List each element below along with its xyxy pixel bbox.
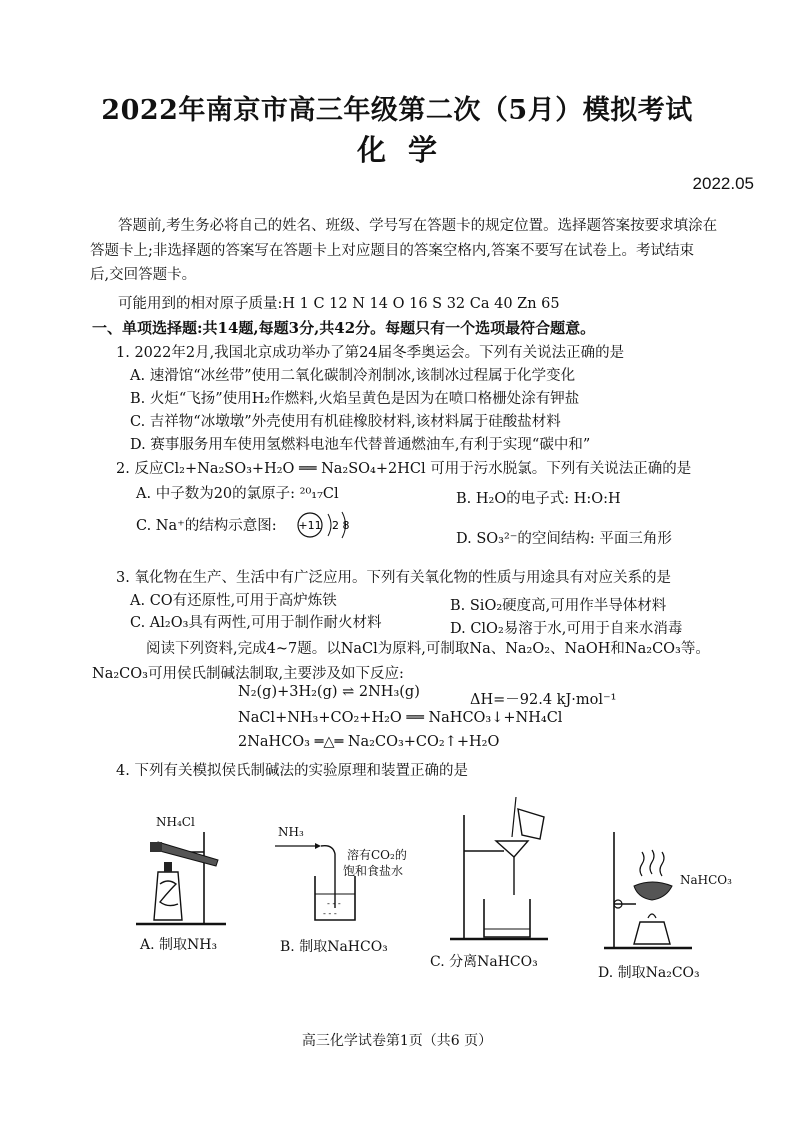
svg-text:- - -: - - - bbox=[323, 909, 337, 918]
apparatus-c-drawing bbox=[440, 795, 560, 945]
exam-date: 2022.05 bbox=[692, 174, 754, 193]
nucleus-charge: +11 bbox=[298, 519, 322, 532]
question-2-option-a: A. 中子数为20的氯原子: ²⁰₁₇Cl bbox=[136, 486, 339, 502]
apparatus-b-caption: B. 制取NaHCO₃ bbox=[280, 939, 388, 955]
instructions-line-2: 答题卡上;非选择题的答案写在答题卡上对应题目的答案空格内,答案不要写在试卷上。考试结束 bbox=[90, 243, 694, 259]
question-1-option-d: D. 赛事服务用车使用氢燃料电池车代替普通燃油车,有利于实现“碳中和” bbox=[130, 437, 591, 453]
apparatus-b-liquid-label-1: 溶有CO₂的 bbox=[347, 848, 407, 862]
subject-title: 化学 bbox=[356, 133, 459, 167]
equation-2: NaCl+NH₃+CO₂+H₂O ══ NaHCO₃↓+NH₄Cl bbox=[238, 710, 563, 726]
question-2-option-d: D. SO₃²⁻的空间结构: 平面三角形 bbox=[456, 531, 672, 547]
question-1-option-c: C. 吉祥物“冰墩墩”外壳使用有机硅橡胶材料,该材料属于硅酸盐材料 bbox=[130, 414, 561, 430]
atomic-masses: 可能用到的相对原子质量:H 1 C 12 N 14 O 16 S 32 Ca 40 Zn 65 bbox=[118, 296, 560, 312]
question-4-stem: 4. 下列有关模拟侯氏制碱法的实验原理和装置正确的是 bbox=[116, 763, 468, 779]
question-2-stem: 2. 反应Cl₂+Na₂SO₃+H₂O ══ Na₂SO₄+2HCl 可用于污水脱氯。下列有关说法正确的是 bbox=[116, 461, 692, 477]
instructions-line-1: 答题前,考生务必将自己的姓名、班级、学号写在答题卡的规定位置。选择题答案按要求填涂在 bbox=[118, 218, 718, 234]
sodium-ion-structure-diagram bbox=[296, 508, 366, 542]
electron-shells: 2 8 bbox=[332, 519, 350, 532]
apparatus-d-reagent-label: NaHCO₃ bbox=[680, 873, 732, 887]
instructions-line-3: 后,交回答题卡。 bbox=[90, 267, 197, 283]
svg-text:- - -: - - - bbox=[327, 899, 341, 908]
reading-line-1: 阅读下列资料,完成4~7题。以NaCl为原料,可制取Na、Na₂O₂、NaOH和Na₂CO₃等。 bbox=[146, 641, 710, 657]
apparatus-b-gas-label: NH₃ bbox=[278, 825, 304, 839]
apparatus-a-reagent-label: NH₄Cl bbox=[156, 815, 195, 829]
page-footer: 高三化学试卷第1页（共6 页） bbox=[301, 1033, 493, 1049]
reading-line-2: Na₂CO₃可用侯氏制碱法制取,主要涉及如下反应: bbox=[92, 666, 404, 682]
apparatus-a-drawing bbox=[128, 812, 236, 930]
equation-3: 2NaHCO₃ ═△═ Na₂CO₃+CO₂↑+H₂O bbox=[238, 734, 500, 750]
question-2-option-b: B. H₂O的电子式: H:O:H bbox=[456, 491, 621, 507]
question-1-option-a: A. 速滑馆“冰丝带”使用二氧化碳制冷剂制冰,该制冰过程属于化学变化 bbox=[130, 368, 576, 384]
question-2-option-c: C. Na⁺的结构示意图: bbox=[136, 518, 277, 534]
apparatus-d-drawing bbox=[596, 822, 706, 954]
apparatus-b-liquid-label-2: 饱和食盐水 bbox=[343, 864, 404, 878]
section-heading: 一、单项选择题:共14题,每题3分,共42分。每题只有一个选项最符合题意。 bbox=[92, 319, 596, 337]
question-3-option-a: A. CO有还原性,可用于高炉炼铁 bbox=[130, 593, 337, 609]
question-3-option-c: C. Al₂O₃具有两性,可用于制作耐火材料 bbox=[130, 615, 382, 631]
apparatus-d-caption: D. 制取Na₂CO₃ bbox=[598, 965, 700, 981]
equation-1-enthalpy: ΔH=－92.4 kJ·mol⁻¹ bbox=[470, 692, 617, 708]
apparatus-a-caption: A. 制取NH₃ bbox=[140, 937, 218, 953]
question-1-stem: 1. 2022年2月,我国北京成功举办了第24届冬季奥运会。下列有关说法正确的是 bbox=[116, 345, 625, 361]
question-3-option-b: B. SiO₂硬度高,可用作半导体材料 bbox=[450, 598, 667, 614]
question-3-stem: 3. 氧化物在生产、生活中有广泛应用。下列有关氧化物的性质与用途具有对应关系的是 bbox=[116, 570, 671, 586]
question-1-option-b: B. 火炬“飞扬”使用H₂作燃料,火焰呈黄色是因为在喷口格栅处涂有钾盐 bbox=[130, 391, 580, 407]
equation-1: N₂(g)+3H₂(g) ⇌ 2NH₃(g) bbox=[238, 684, 420, 700]
exam-title: 2022年南京市高三年级第二次（5月）模拟考试 bbox=[101, 95, 693, 126]
question-3-option-d: D. ClO₂易溶于水,可用于自来水消毒 bbox=[450, 621, 683, 637]
apparatus-c-caption: C. 分离NaHCO₃ bbox=[430, 954, 538, 970]
